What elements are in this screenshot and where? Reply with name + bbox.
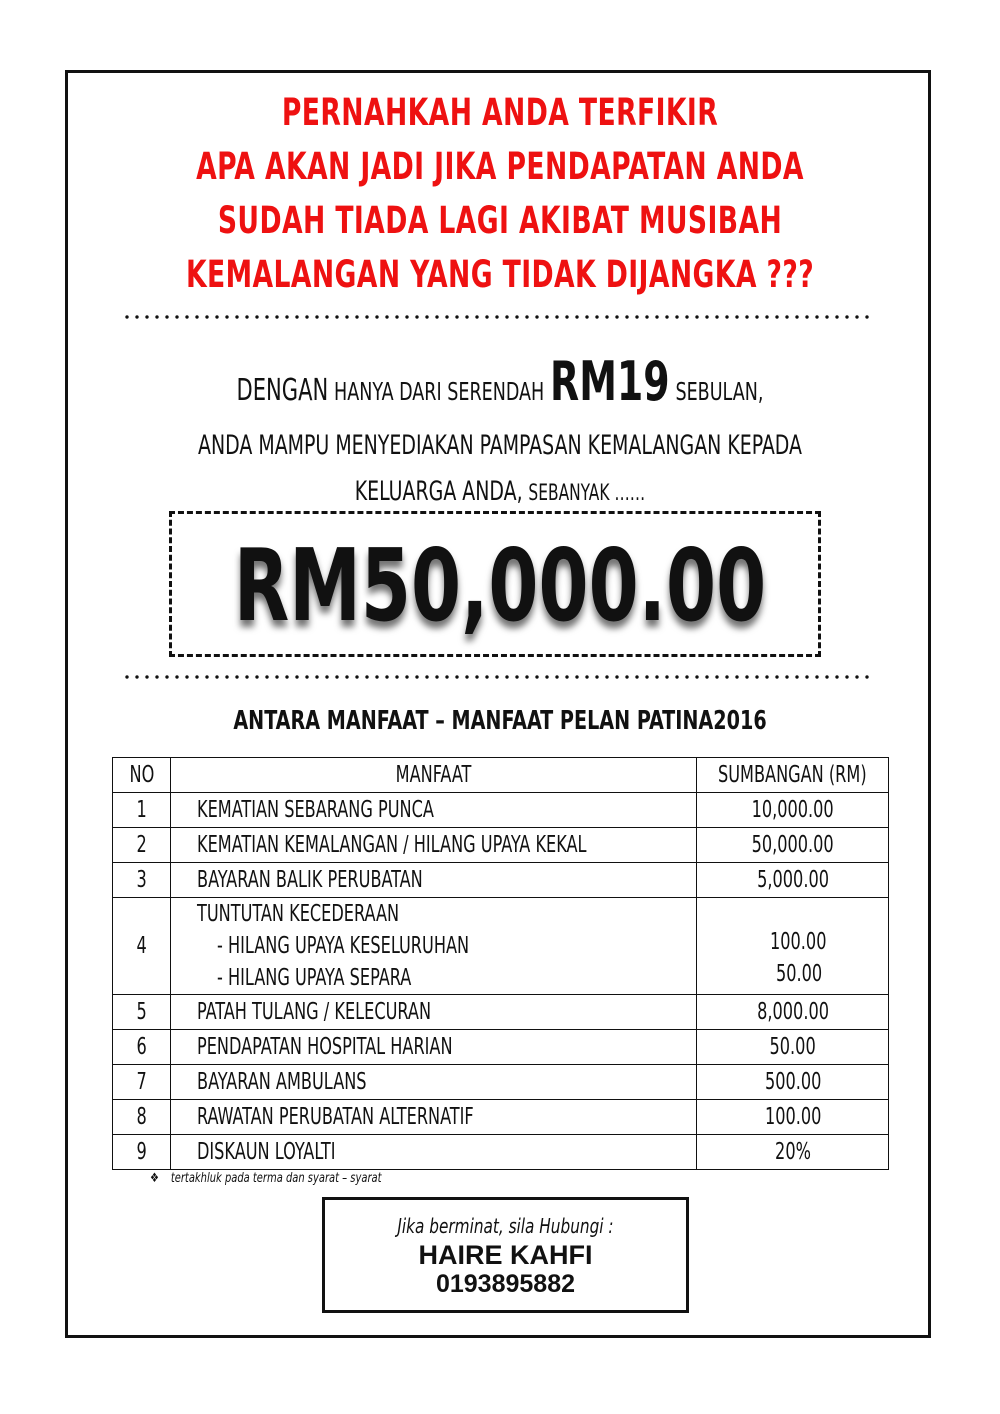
row-no: 7 [113,1065,171,1100]
compensation-amount: RM50,000.00 [233,527,767,644]
headline-line-2: APA AKAN JADI JIKA PENDAPATAN ANDA [196,145,804,188]
section-title: ANTARA MANFAAT – MANFAAT PELAN PATINA2016 [233,706,767,736]
table-row [113,1100,889,1135]
row-value [697,898,889,995]
table-row [113,1065,889,1100]
headline-line-3: SUDAH TIADA LAGI AKIBAT MUSIBAH [217,199,783,242]
offer-word-sebulan: SEBULAN, [675,377,764,406]
dotted-divider-top [122,315,872,319]
benefits-table [112,757,889,1170]
row-sub-value: 50.00 [776,961,823,987]
table-row [113,1030,889,1065]
row-no: 2 [113,828,171,863]
row-benefit: BAYARAN BALIK PERUBATAN [171,863,697,898]
headline-line-1: PERNAHKAH ANDA TERFIKIR [281,91,719,134]
row-no: 4 [113,898,171,995]
row-no: 9 [113,1135,171,1170]
header-contribution: SUMBANGAN (RM) [697,758,889,793]
table-row [113,828,889,863]
terms-note-text: tertakhluk pada terma dan syarat – syarat [170,1171,382,1186]
header-no: NO [113,758,171,793]
terms-note [150,1171,382,1186]
row-value: 5,000.00 [697,863,889,898]
row-value: 100.00 [697,1100,889,1135]
row-benefit: PENDAPATAN HOSPITAL HARIAN [171,1030,697,1065]
table-header-row [113,758,889,793]
row-no: 3 [113,863,171,898]
row-benefit: DISKAUN LOYALTI [171,1135,697,1170]
contact-phone: 0193895882 [435,1270,576,1298]
row-value: 50.00 [697,1030,889,1065]
offer-line-3 [110,475,890,511]
row-value: 20% [697,1135,889,1170]
row-benefit-main: TUNTUTAN KECEDERAAN [197,901,400,927]
headline [100,86,900,302]
row-benefit [171,898,697,995]
table-row [113,898,889,995]
row-no: 6 [113,1030,171,1065]
row-benefit: KEMATIAN KEMALANGAN / HILANG UPAYA KEKAL [171,828,697,863]
row-value: 50,000.00 [697,828,889,863]
dotted-divider-bottom [122,675,872,679]
row-no: 1 [113,793,171,828]
row-benefit: RAWATAN PERUBATAN ALTERNATIF [171,1100,697,1135]
row-benefit: BAYARAN AMBULANS [171,1065,697,1100]
row-value: 8,000.00 [697,995,889,1030]
table-row [113,995,889,1030]
row-sub-benefit: - HILANG UPAYA KESELURUHAN [217,933,470,959]
row-value: 500.00 [697,1065,889,1100]
row-benefit: PATAH TULANG / KELECURAN [171,995,697,1030]
offer-word-hanya: HANYA DARI SERENDAH [334,377,545,406]
offer-word-sebanyak: SEBANYAK …… [528,481,646,506]
headline-line-4: KEMALANGAN YANG TIDAK DIJANGKA ??? [185,253,815,296]
row-no: 5 [113,995,171,1030]
offer-word-keluarga: KELUARGA ANDA, [354,476,523,507]
table-row [113,1135,889,1170]
table-row [113,793,889,828]
row-sub-benefit: - HILANG UPAYA SEPARA [217,965,412,991]
row-value: 10,000.00 [697,793,889,828]
contact-lead: Jika berminat, sila Hubungi : [397,1214,614,1238]
offer-price: RM19 [550,350,670,413]
diamond-bullet-icon: ❖ [150,1171,159,1186]
offer-word-dengan: DENGAN [236,373,329,408]
row-no: 8 [113,1100,171,1135]
contact-box [322,1197,689,1313]
row-sub-value: 100.00 [769,929,826,955]
offer-price-line [110,352,890,422]
header-benefit: MANFAAT [171,758,697,793]
table-row [113,863,889,898]
contact-name: HAIRE KAHFI [418,1240,593,1270]
row-benefit: KEMATIAN SEBARANG PUNCA [171,793,697,828]
offer-line-2: ANDA MAMPU MENYEDIAKAN PAMPASAN KEMALANGAN KEPADA [198,430,802,461]
